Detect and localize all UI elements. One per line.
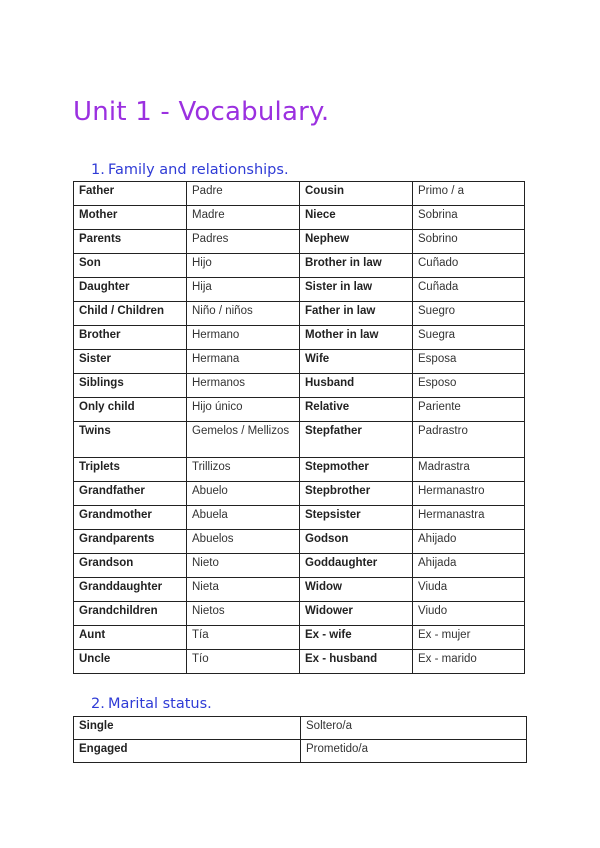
english-term-cell: Nephew — [300, 230, 413, 254]
spanish-translation-cell: Nietos — [187, 602, 300, 626]
table-row — [74, 578, 525, 602]
english-term-cell: Husband — [300, 374, 413, 398]
family-vocabulary-table — [73, 181, 525, 674]
english-term-cell: Widow — [300, 578, 413, 602]
table-row — [74, 530, 525, 554]
table-row — [74, 717, 527, 740]
english-term-cell: Triplets — [74, 458, 187, 482]
table-row — [74, 650, 525, 674]
english-term-cell: Godson — [300, 530, 413, 554]
spanish-translation-cell: Ex - mujer — [413, 626, 525, 650]
english-term-cell: Sister in law — [300, 278, 413, 302]
spanish-translation-cell: Gemelos / Mellizos — [187, 422, 300, 458]
english-term-cell: Siblings — [74, 374, 187, 398]
english-term-cell: Ex - wife — [300, 626, 413, 650]
spanish-translation-cell: Hijo — [187, 254, 300, 278]
spanish-translation-cell: Ahijada — [413, 554, 525, 578]
table-row — [74, 626, 525, 650]
section-heading-family — [91, 162, 289, 178]
english-term-cell: Cousin — [300, 182, 413, 206]
english-term-cell: Grandfather — [74, 482, 187, 506]
english-term-cell: Child / Children — [74, 302, 187, 326]
english-term-cell: Goddaughter — [300, 554, 413, 578]
spanish-translation-cell: Hermanos — [187, 374, 300, 398]
spanish-translation-cell: Esposa — [413, 350, 525, 374]
spanish-translation-cell: Ex - marido — [413, 650, 525, 674]
spanish-translation-cell: Sobrino — [413, 230, 525, 254]
spanish-translation-cell: Sobrina — [413, 206, 525, 230]
english-term-cell: Sister — [74, 350, 187, 374]
spanish-translation-cell: Prometido/a — [301, 740, 527, 763]
section-heading-marital — [91, 696, 212, 712]
english-term-cell: Brother in law — [300, 254, 413, 278]
english-term-cell: Stepfather — [300, 422, 413, 458]
spanish-translation-cell: Viudo — [413, 602, 525, 626]
english-term-cell: Grandchildren — [74, 602, 187, 626]
table-row — [74, 506, 525, 530]
table-row — [74, 458, 525, 482]
section-number: 1. — [91, 162, 105, 178]
spanish-translation-cell: Hijo único — [187, 398, 300, 422]
english-term-cell: Aunt — [74, 626, 187, 650]
spanish-translation-cell: Hija — [187, 278, 300, 302]
table-row — [74, 302, 525, 326]
english-term-cell: Wife — [300, 350, 413, 374]
spanish-translation-cell: Trillizos — [187, 458, 300, 482]
table-row — [74, 602, 525, 626]
spanish-translation-cell: Abuelo — [187, 482, 300, 506]
table-row — [74, 740, 527, 763]
spanish-translation-cell: Esposo — [413, 374, 525, 398]
spanish-translation-cell: Madre — [187, 206, 300, 230]
spanish-translation-cell: Padres — [187, 230, 300, 254]
english-term-cell: Stepmother — [300, 458, 413, 482]
english-term-cell: Father in law — [300, 302, 413, 326]
spanish-translation-cell: Viuda — [413, 578, 525, 602]
table-row — [74, 554, 525, 578]
spanish-translation-cell: Primo / a — [413, 182, 525, 206]
spanish-translation-cell: Abuelos — [187, 530, 300, 554]
spanish-translation-cell: Niño / niños — [187, 302, 300, 326]
spanish-translation-cell: Madrastra — [413, 458, 525, 482]
english-term-cell: Mother — [74, 206, 187, 230]
spanish-translation-cell: Ahijado — [413, 530, 525, 554]
spanish-translation-cell: Abuela — [187, 506, 300, 530]
english-term-cell: Niece — [300, 206, 413, 230]
page-title: Unit 1 - Vocabulary. — [73, 97, 330, 127]
english-term-cell: Engaged — [74, 740, 301, 763]
section-title: Marital status. — [108, 696, 212, 712]
table-row — [74, 230, 525, 254]
spanish-translation-cell: Cuñada — [413, 278, 525, 302]
english-term-cell: Mother in law — [300, 326, 413, 350]
spanish-translation-cell: Pariente — [413, 398, 525, 422]
table-row — [74, 482, 525, 506]
english-term-cell: Only child — [74, 398, 187, 422]
spanish-translation-cell: Suegro — [413, 302, 525, 326]
english-term-cell: Widower — [300, 602, 413, 626]
english-term-cell: Grandson — [74, 554, 187, 578]
table-row — [74, 278, 525, 302]
english-term-cell: Relative — [300, 398, 413, 422]
english-term-cell: Daughter — [74, 278, 187, 302]
english-term-cell: Granddaughter — [74, 578, 187, 602]
spanish-translation-cell: Nieta — [187, 578, 300, 602]
spanish-translation-cell: Padrastro — [413, 422, 525, 458]
english-term-cell: Brother — [74, 326, 187, 350]
section-number: 2. — [91, 696, 105, 712]
section-title: Family and relationships. — [108, 162, 289, 178]
english-term-cell: Parents — [74, 230, 187, 254]
spanish-translation-cell: Tío — [187, 650, 300, 674]
english-term-cell: Twins — [74, 422, 187, 458]
spanish-translation-cell: Hermanastra — [413, 506, 525, 530]
marital-status-table — [73, 716, 527, 763]
spanish-translation-cell: Suegra — [413, 326, 525, 350]
english-term-cell: Ex - husband — [300, 650, 413, 674]
english-term-cell: Uncle — [74, 650, 187, 674]
spanish-translation-cell: Cuñado — [413, 254, 525, 278]
spanish-translation-cell: Padre — [187, 182, 300, 206]
english-term-cell: Grandmother — [74, 506, 187, 530]
spanish-translation-cell: Hermana — [187, 350, 300, 374]
spanish-translation-cell: Nieto — [187, 554, 300, 578]
english-term-cell: Single — [74, 717, 301, 740]
english-term-cell: Stepbrother — [300, 482, 413, 506]
table-row — [74, 350, 525, 374]
table-row — [74, 182, 525, 206]
spanish-translation-cell: Hermano — [187, 326, 300, 350]
spanish-translation-cell: Hermanastro — [413, 482, 525, 506]
table-row — [74, 398, 525, 422]
english-term-cell: Stepsister — [300, 506, 413, 530]
table-row — [74, 206, 525, 230]
spanish-translation-cell: Soltero/a — [301, 717, 527, 740]
english-term-cell: Father — [74, 182, 187, 206]
english-term-cell: Son — [74, 254, 187, 278]
table-row — [74, 422, 525, 458]
table-row — [74, 254, 525, 278]
english-term-cell: Grandparents — [74, 530, 187, 554]
table-row — [74, 326, 525, 350]
spanish-translation-cell: Tía — [187, 626, 300, 650]
table-row — [74, 374, 525, 398]
